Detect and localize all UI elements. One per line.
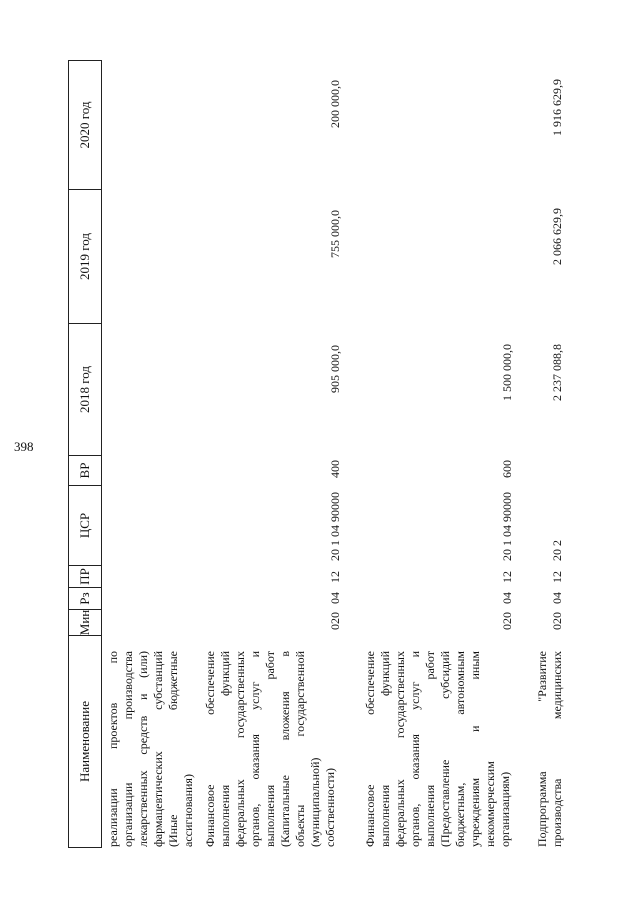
cell-2018: 1 500 000,0	[500, 344, 514, 401]
cell-2019: 2 066 629,9	[550, 208, 564, 265]
cell-2020: 200 000,0	[328, 80, 342, 128]
name-line: бюджетным, автономным	[453, 651, 467, 847]
cell-2019: 755 000,0	[328, 210, 342, 258]
cell-csr: 20 2	[550, 540, 564, 561]
name-line: выполнения работ	[263, 651, 277, 847]
header-csr: ЦСР	[69, 486, 101, 566]
header-2018: 2018 год	[69, 324, 101, 456]
name-line: (муниципальной)	[308, 757, 322, 847]
cell-min: 020	[328, 612, 342, 630]
cell-2018: 905 000,0	[328, 345, 342, 393]
header-vr: ВР	[69, 456, 101, 486]
table-row-name	[203, 651, 338, 847]
header-name: Наименование	[69, 636, 101, 848]
name-line: (Капитальные вложения в	[278, 651, 292, 847]
name-line: Финансовое обеспечение	[363, 651, 377, 847]
cell-csr: 20 1 04 90000	[500, 492, 514, 561]
name-line: Финансовое обеспечение	[203, 651, 217, 847]
name-line: федеральных государственных	[393, 651, 407, 847]
name-line: собственности)	[323, 767, 337, 847]
name-line: ассигнования)	[181, 774, 195, 847]
name-line: фармацевтических субстанций	[151, 651, 165, 847]
header-rz: Рз	[69, 588, 101, 610]
name-line: органов, оказания услуг и	[248, 651, 262, 847]
name-line: организации производства	[121, 651, 135, 847]
cell-csr: 20 1 04 90000	[328, 492, 342, 561]
header-pr: ПР	[69, 566, 101, 588]
cell-2020: 1 916 629,9	[550, 79, 564, 136]
page-number: 398	[14, 439, 34, 454]
name-line: объекты государственной	[293, 651, 307, 847]
name-line: учреждениям и иным	[468, 651, 482, 847]
cell-rz: 04	[500, 592, 514, 604]
cell-pr: 12	[500, 571, 514, 583]
cell-rz: 04	[550, 592, 564, 604]
cell-pr: 12	[328, 571, 342, 583]
cell-pr: 12	[550, 571, 564, 583]
cell-rz: 04	[328, 592, 342, 604]
cell-vr: 600	[500, 460, 514, 478]
name-line: (Предоставление субсидий	[438, 651, 452, 847]
name-line: лекарственных средств и (или)	[136, 651, 150, 847]
name-line: органов, оказания услуг и	[408, 651, 422, 847]
name-line: организациям)	[498, 771, 512, 847]
rotated-table	[68, 60, 613, 848]
cell-min: 020	[500, 612, 514, 630]
name-line: выполнения функций	[378, 651, 392, 847]
name-line: некоммерческим	[483, 761, 497, 847]
name-line: (Иные бюджетные	[166, 651, 180, 847]
name-line: федеральных государственных	[233, 651, 247, 847]
table-row-name	[106, 651, 196, 847]
table-header	[68, 60, 102, 848]
header-min: Мин	[69, 610, 101, 636]
header-2020: 2020 год	[69, 60, 101, 190]
name-line: производства медицинских	[550, 651, 564, 847]
header-2019: 2019 год	[69, 190, 101, 324]
name-line: выполнения функций	[218, 651, 232, 847]
table-row-name	[535, 651, 565, 847]
table-row-name	[363, 651, 513, 847]
name-line: реализации проектов по	[106, 651, 120, 847]
cell-2018: 2 237 088,8	[550, 344, 564, 401]
name-line: Подпрограмма "Развитие	[535, 651, 549, 847]
cell-vr: 400	[328, 460, 342, 478]
cell-min: 020	[550, 612, 564, 630]
name-line: выполнения работ	[423, 651, 437, 847]
